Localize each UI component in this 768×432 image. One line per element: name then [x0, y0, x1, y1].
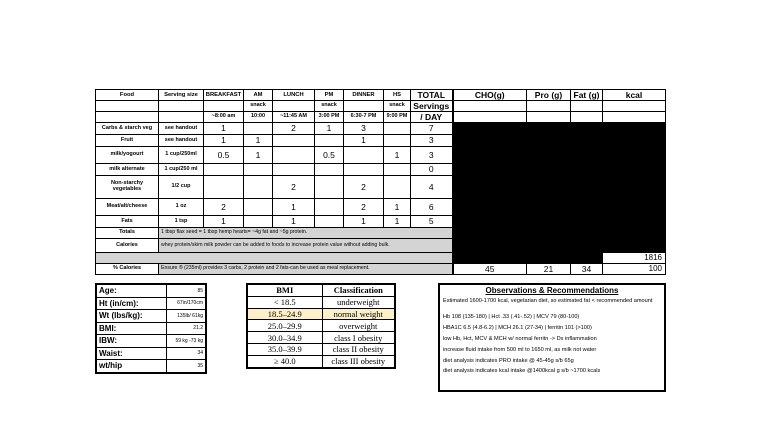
servings-cell: 1 — [384, 216, 411, 228]
calories-label: Calories — [96, 239, 159, 253]
stat-label: Waist: — [96, 347, 166, 360]
hs-snack-label: snack — [384, 101, 411, 112]
observations-title: Observations & Recommendations — [485, 286, 619, 295]
kcal-total-row — [96, 253, 666, 264]
servings-cell: 1 — [344, 135, 384, 147]
servings-cell — [273, 147, 315, 164]
col-lunch: LUNCH — [273, 90, 315, 101]
col-pro: Pro (g) — [527, 90, 571, 101]
servings-cell: 1 — [384, 199, 411, 216]
col-cho: CHO(g) — [453, 90, 527, 101]
serving-size: see handout — [159, 123, 204, 135]
serving-size: 1 oz — [159, 199, 204, 216]
redacted-block — [453, 123, 603, 253]
col-dinner: DINNER — [344, 90, 384, 101]
servings-cell — [273, 164, 315, 176]
redacted-block — [453, 253, 603, 264]
col-hs: HS — [384, 90, 411, 101]
bmi-row — [247, 355, 395, 367]
servings-cell: 2 — [204, 199, 244, 216]
row-total: 4 — [411, 176, 453, 199]
lunch-time: ~11:45 AM — [273, 112, 315, 123]
cho-percent: 45 — [453, 264, 527, 275]
bmi-class: class III obesity — [322, 355, 395, 367]
kcal-total: 1816 — [603, 253, 666, 264]
bmi-class: overweight — [322, 320, 395, 332]
stat-value: 34 — [166, 347, 206, 360]
table-row — [96, 123, 666, 135]
stat-value: 21.2 — [166, 322, 206, 335]
servings-cell — [244, 164, 273, 176]
serving-size: 1 tsp — [159, 216, 204, 228]
time-row — [96, 112, 666, 123]
patient-stats-table — [95, 283, 207, 374]
bmi-range: 30.0–34.9 — [247, 332, 322, 344]
meal-plan-table — [95, 89, 666, 275]
kcal-percent: 100 — [603, 264, 666, 275]
pm-time: 3:00 PM — [315, 112, 344, 123]
bmi-class: normal weight — [322, 308, 395, 320]
stat-label: Age: — [96, 284, 166, 297]
servings-cell — [315, 176, 344, 199]
pm-snack-label: snack — [315, 101, 344, 112]
observation-line: Hb 108 (135-180) | Hct .33 (.41-.52) | MCV 79 (80-100) — [443, 314, 580, 320]
observations-panel — [438, 283, 666, 392]
servings-cell — [384, 164, 411, 176]
per-day-label: / DAY — [411, 112, 453, 123]
servings-cell: 1 — [344, 216, 384, 228]
observation-line: HBA1C 6.5 (4.8-6.2) | MCH 26.1 (27-34) | ferritin 101 (>100) — [443, 325, 592, 331]
bmi-row — [247, 343, 395, 355]
servings-cell: 2 — [344, 199, 384, 216]
observation-line: Estimated 1600-1700 kcal, vegetarian diet, so estimated fat < recommended amount — [443, 298, 653, 304]
servings-cell: 1 — [244, 147, 273, 164]
row-total: 0 — [411, 164, 453, 176]
servings-cell — [384, 123, 411, 135]
bmi-range: 18.5–24.9 — [247, 308, 322, 320]
food-name: Non-starchy vegetables — [96, 176, 159, 199]
bmi-class: underweight — [322, 296, 395, 308]
food-name: milk alternate — [96, 164, 159, 176]
classification-header: Classification — [322, 284, 395, 296]
stat-row — [96, 360, 206, 373]
bmi-range: 35.0–39.9 — [247, 343, 322, 355]
bmi-class: class I obesity — [322, 332, 395, 344]
col-am: AM — [244, 90, 273, 101]
servings-cell — [244, 176, 273, 199]
servings-cell — [244, 123, 273, 135]
servings-cell: 0.5 — [315, 147, 344, 164]
bmi-row-highlighted — [247, 308, 395, 320]
row-total: 5 — [411, 216, 453, 228]
stat-value: 135lb/ 61kg — [166, 310, 206, 323]
servings-cell: 3 — [344, 123, 384, 135]
totals-label: Totals — [96, 228, 159, 239]
stat-row — [96, 347, 206, 360]
stat-label: wt/hip — [96, 360, 166, 373]
servings-cell: 1 — [204, 123, 244, 135]
stat-row — [96, 322, 206, 335]
col-kcal: kcal — [603, 90, 666, 101]
servings-cell — [204, 176, 244, 199]
servings-cell: 1 — [204, 216, 244, 228]
col-total: TOTAL — [411, 90, 453, 101]
serving-size: 1 cup/250ml — [159, 147, 204, 164]
fat-percent: 34 — [571, 264, 603, 275]
food-name: Fruit — [96, 135, 159, 147]
stat-value: 85 — [166, 284, 206, 297]
header-row — [96, 90, 666, 101]
pro-percent: 21 — [527, 264, 571, 275]
servings-cell — [204, 164, 244, 176]
bmi-row — [247, 320, 395, 332]
totals-note: 1 tbsp flax seed = 1 tbsp hemp hearts= ~4g fat and ~5g protein. — [159, 228, 453, 239]
servings-cell: 1 — [244, 135, 273, 147]
bmi-range: < 18.5 — [247, 296, 322, 308]
servings-cell: 1 — [273, 199, 315, 216]
food-name: Carbs & starch veg — [96, 123, 159, 135]
observation-line: diet analysis indicates kcal intake @1400kcal g s/b ~1700 kcals — [443, 368, 601, 374]
bmi-range: ≥ 40.0 — [247, 355, 322, 367]
row-total: 7 — [411, 123, 453, 135]
servings-cell — [273, 135, 315, 147]
breakfast-time: ~8:00 am — [204, 112, 244, 123]
bmi-row — [247, 296, 395, 308]
servings-cell: 2 — [344, 176, 384, 199]
redacted-block — [603, 123, 666, 253]
stat-label: Ht (in/cm): — [96, 297, 166, 310]
servings-cell: 1 — [204, 135, 244, 147]
percent-note: Ensure ® (235ml) provides 3 carbs, 2 protein and 2 fats-can be used as meal replacement. — [159, 264, 453, 275]
stat-label: BMI: — [96, 322, 166, 335]
stat-value: 35 — [166, 360, 206, 373]
stat-label: Wt (lbs/kg): — [96, 310, 166, 323]
subheader-row — [96, 101, 666, 112]
observation-line: diet analysis indicates PRO intake @ 45-45g s/b 65g — [443, 358, 574, 364]
servings-cell: 2 — [273, 176, 315, 199]
row-total: 3 — [411, 147, 453, 164]
dinner-time: 6:30-7 PM — [344, 112, 384, 123]
observation-line: low Hb, Hct, MCV & MCH w/ normal ferritn -> Dx inflammation — [443, 336, 597, 342]
col-breakfast: BREAKFAST — [204, 90, 244, 101]
stat-row — [96, 335, 206, 348]
bmi-row — [247, 332, 395, 344]
serving-size: 1 cup/250 ml — [159, 164, 204, 176]
stat-value: 67in/170cm — [166, 297, 206, 310]
am-snack-label: snack — [244, 101, 273, 112]
bmi-header-row — [247, 284, 395, 296]
servings-cell — [315, 135, 344, 147]
stat-row — [96, 284, 206, 297]
servings-cell: 0.5 — [204, 147, 244, 164]
food-name: Fats — [96, 216, 159, 228]
servings-cell — [244, 216, 273, 228]
stat-row — [96, 310, 206, 323]
food-name: Meat/alt/cheese — [96, 199, 159, 216]
observation-line: increase fluid intake from 500 ml to 1650 ml, as milk not water — [443, 347, 597, 353]
percent-label: % Calories — [96, 264, 159, 275]
servings-label: Servings — [411, 101, 453, 112]
serving-size: 1/2 cup — [159, 176, 204, 199]
servings-cell — [344, 147, 384, 164]
servings-cell — [344, 164, 384, 176]
servings-cell: 2 — [273, 123, 315, 135]
calories-note: whey protein/skim milk powder can be added to foods to increase protein value without adding bulk. — [159, 239, 453, 253]
servings-cell: 1 — [273, 216, 315, 228]
servings-cell — [315, 199, 344, 216]
servings-cell — [315, 216, 344, 228]
col-food: Food — [96, 90, 159, 101]
hs-time: 9:00 PM — [384, 112, 411, 123]
am-time: 10:00 — [244, 112, 273, 123]
bmi-range: 25.0–29.9 — [247, 320, 322, 332]
stat-value: 59 kg -73 kg — [166, 335, 206, 348]
servings-cell — [315, 164, 344, 176]
servings-cell: 1 — [384, 147, 411, 164]
row-total: 6 — [411, 199, 453, 216]
serving-size: see handout — [159, 135, 204, 147]
col-serving: Serving size — [159, 90, 204, 101]
servings-cell — [244, 199, 273, 216]
servings-cell: 1 — [315, 123, 344, 135]
stat-label: IBW: — [96, 335, 166, 348]
bmi-classification-table — [246, 283, 396, 369]
stat-row — [96, 297, 206, 310]
percent-row — [96, 264, 666, 275]
col-fat: Fat (g) — [571, 90, 603, 101]
servings-cell — [384, 176, 411, 199]
servings-cell — [384, 135, 411, 147]
col-pm: PM — [315, 90, 344, 101]
bmi-class: class II obesity — [322, 343, 395, 355]
food-name: milk/yogourt — [96, 147, 159, 164]
row-total: 3 — [411, 135, 453, 147]
bmi-header: BMI — [247, 284, 322, 296]
